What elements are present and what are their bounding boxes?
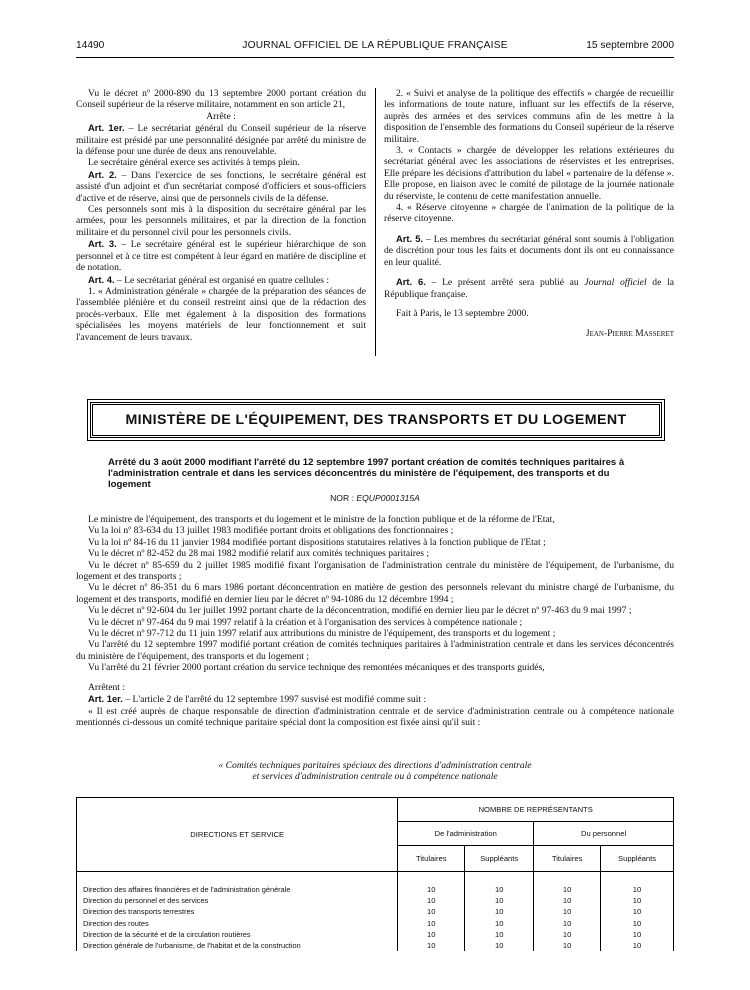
cell-value: 10	[465, 906, 534, 917]
cell-value: 10	[398, 895, 465, 906]
article-text: – Dans l'exercice de ses fonctions, le secrétaire général est assisté d'un adjoint et d'un secrétariat composé d'officiers et sous-officiers d'active et de réserve, ainsi que de personnels civils de la défense.	[76, 169, 366, 204]
page-header	[76, 40, 674, 54]
article-2-paragraph: Ces personnels sont mis à la disposition du secrétaire général par les armées, pour les personnels militaires, et par la direction de la fonction militaire et du personnel civil pour les personnels civils.	[76, 204, 366, 238]
cell-value: 10	[601, 906, 674, 917]
cell-value: 10	[534, 918, 601, 929]
cell-value: 10	[601, 895, 674, 906]
article-4-item-1: 1. « Administration générale » chargée de la préparation des séances de l'assemblée plénière et du conseil restreint ainsi que de la rédaction des procès-verbaux. Elle met également à la disposition des formations spécialisées les moyens matériels de leur fonctionnement et suit l'avancement de leurs travaux.	[76, 285, 366, 343]
vu-line: Vu le décret nº 97-464 du 9 mai 1997 relatif à la création et à l'organisation des services à compétence nationale ;	[88, 616, 523, 628]
article-2	[76, 169, 366, 204]
nor-value: EQUP0001315A	[356, 493, 420, 503]
header-directions: DIRECTIONS ET SERVICE	[77, 798, 398, 872]
cell-value: 10	[465, 929, 534, 940]
cell-value: 10	[398, 872, 465, 896]
row-label: Direction des routes	[77, 918, 398, 929]
cell-value: 10	[601, 918, 674, 929]
table-row	[77, 940, 674, 951]
article-4	[76, 274, 366, 286]
cell-value: 10	[465, 918, 534, 929]
article-4-item-3: 3. « Contacts » chargée de développer les relations extérieures du secrétariat général avec les associations de réservistes et les entreprises. Elle prépare les décisions d'attribution du label « partenaire de la défense ». Elle propose, en liaison avec le comité de pilotage de la journée nationale du réserviste, le contenu de cette manifestation annuelle.	[384, 145, 674, 202]
table-row	[77, 906, 674, 917]
vu-line: Vu le décret nº 92-604 du 1er juillet 1992 portant charte de la déconcentration, modifié en dernier lieu par le décret nº 97-463 du 9 mai 1997 ;	[88, 605, 632, 617]
cell-value: 10	[534, 929, 601, 940]
article-label: Art. 2.	[88, 168, 117, 180]
column-separator	[375, 88, 376, 356]
representatives-table	[76, 797, 674, 951]
cell-value: 10	[534, 895, 601, 906]
arretent-heading: Arrêtent :	[88, 681, 126, 693]
header-titulaires: Titulaires	[534, 846, 601, 872]
cell-value: 10	[465, 872, 534, 896]
cell-value: 10	[398, 906, 465, 917]
row-label: Direction des affaires financières et de l'administration générale	[77, 872, 398, 896]
article-label: Art. 3.	[88, 238, 117, 250]
vu-line: Vu le décret nº 97-712 du 11 juin 1997 relatif aux attributions du ministre de l'équipement, des transports et du logement ;	[88, 628, 556, 640]
right-column	[384, 88, 674, 340]
header-suppleants: Suppléants	[465, 846, 534, 872]
article-4-item-2: 2. « Suivi et analyse de la politique des effectifs » chargée de recueillir les informations de toute nature, influant sur les effectifs de la réserve, auprès des armées et des services communs afin de les mettre à la disposition de l'ensemble des formations du Conseil supérieur de la réserve militaire.	[384, 88, 674, 145]
journal-name: Journal officiel	[584, 277, 647, 289]
row-label: Direction générale de l'urbanisme, de l'habitat et de la construction	[77, 940, 398, 951]
article-label: Art. 5.	[396, 232, 424, 244]
arrete-heading: Arrête :	[206, 110, 236, 122]
issue-date: 15 septembre 2000	[586, 40, 674, 51]
row-label: Direction de la sécurité et de la circulation routières	[77, 929, 398, 940]
cell-value: 10	[398, 940, 465, 951]
nor-reference	[0, 493, 750, 504]
journal-title: JOURNAL OFFICIEL DE LA RÉPUBLIQUE FRANÇAISE	[242, 40, 508, 51]
vu-line: Vu le décret nº 82-452 du 28 mai 1982 modifié relatif aux comités techniques paritaires ;	[88, 548, 430, 560]
arrete-title: Arrêté du 3 août 2000 modifiant l'arrêté du 12 septembre 1997 portant création de comités techniques paritaires à l'administration centrale et dans les services déconcentrés du ministère de l'équipement, des transports et du logement	[108, 457, 625, 490]
article-text: – Le secrétariat général du Conseil supérieur de la réserve militaire est présidé par une personnalité désignée par arrêté du ministre de la défense pour une durée de deux ans renouvelable.	[76, 123, 366, 158]
vu-paragraph: Vu le décret nº 2000-890 du 13 septembre 2000 portant création du Conseil supérieur de la réserve militaire, notamment en son article 21,	[76, 88, 366, 111]
article-text: – Les membres du secrétariat général sont soumis à l'obligation de discrétion pour tous les faits et documents dont ils ont eu connaissance en leur qualité.	[384, 233, 674, 268]
signature: Jean-Pierre Masseret	[585, 328, 674, 340]
table-row	[77, 895, 674, 906]
vu-line: Vu l'arrêté du 21 février 2000 portant création du service technique des remontées mécaniques et des transports guidés,	[88, 662, 545, 674]
nor-label: NOR :	[330, 493, 357, 503]
article-label: Art. 1er.	[88, 693, 123, 705]
header-rule	[76, 57, 674, 58]
quote-paragraph: « Il est créé auprès de chaque responsable de direction d'administration centrale et de service d'administration centrale ou à compétence nationale mentionnés ci-dessous un comité technique paritaire spécial dont la composition est fixée ainsi qu'il suit :	[76, 705, 674, 728]
table-row	[77, 918, 674, 929]
page-number: 14490	[76, 40, 105, 51]
table-title-line: « Comités techniques paritaires spéciaux des directions d'administration centrale	[218, 760, 532, 771]
header-personnel: Du personnel	[534, 822, 674, 846]
cell-value: 10	[465, 940, 534, 951]
table-row	[77, 929, 674, 940]
article-label: Art. 1er.	[88, 122, 125, 134]
row-label: Direction du personnel et des services	[77, 895, 398, 906]
ministry-banner: MINISTÈRE DE L'ÉQUIPEMENT, DES TRANSPORTS ET DU LOGEMENT	[90, 402, 662, 438]
article-text: – Le secrétariat général est organisé en quatre cellules :	[114, 274, 330, 286]
article-text: – Le secrétaire général est le supérieur hiérarchique de son personnel et à ce titre est compétent à leur égard en matière de discipline et de notation.	[76, 239, 366, 274]
article-label: Art. 6.	[396, 276, 426, 288]
vu-line: Vu l'arrêté du 12 septembre 1997 modifié portant création de comités techniques paritaires à l'administration centrale et dans les services déconcentrés du ministère de l'équipement, des transports et du logement ;	[76, 639, 674, 662]
header-titulaires: Titulaires	[398, 846, 465, 872]
vu-line: Vu la loi nº 84-16 du 11 janvier 1984 modifiée portant dispositions statutaires relatives à la fonction publique de l'Etat ;	[88, 536, 546, 548]
header-suppleants: Suppléants	[601, 846, 674, 872]
vu-line: Vu la loi nº 83-634 du 13 juillet 1983 modifiée portant droits et obligations des fonctionnaires ;	[88, 525, 454, 537]
fait-a-paris: Fait à Paris, le 13 septembre 2000.	[396, 307, 529, 319]
article-6	[384, 276, 674, 300]
article-text: – L'article 2 de l'arrêté du 12 septembre 1997 susvisé est modifié comme suit :	[122, 694, 427, 706]
article-4-item-4: 4. « Réserve citoyenne » chargée de l'animation de la politique de la réserve citoyenne.	[384, 202, 674, 225]
header-nombre: NOMBRE DE REPRÉSENTANTS	[398, 798, 674, 822]
cell-value: 10	[465, 895, 534, 906]
table-title-line: et services d'administration centrale ou à compétence nationale	[252, 771, 498, 782]
article-3	[76, 238, 366, 273]
cell-value: 10	[534, 872, 601, 896]
article-1-modif	[76, 693, 674, 705]
row-label: Direction des transports terrestres	[77, 906, 398, 917]
cell-value: 10	[398, 918, 465, 929]
cell-value: 10	[534, 940, 601, 951]
left-column	[76, 88, 366, 343]
cell-value: 10	[534, 906, 601, 917]
cell-value: 10	[601, 929, 674, 940]
cell-value: 10	[601, 872, 674, 896]
table-row	[77, 872, 674, 896]
article-text: – Le présent arrêté sera publié au	[425, 277, 585, 289]
cell-value: 10	[601, 940, 674, 951]
cell-value: 10	[398, 929, 465, 940]
vu-line: Vu le décret nº 85-659 du 2 juillet 1985 modifié fixant l'organisation de l'administration centrale du ministère de l'équipement, de l'urbanisme, du logement et des transports ;	[76, 559, 674, 583]
table-title	[0, 760, 750, 782]
article-label: Art. 4.	[88, 273, 115, 285]
intro-paragraph: Le ministre de l'équipement, des transports et du logement et le ministre de la fonction publique et de la réforme de l'Etat,	[88, 514, 555, 525]
article-5	[384, 233, 674, 268]
article-1-paragraph: Le secrétaire général exerce ses activités à temps plein.	[88, 157, 300, 169]
article-text: de la République française.	[384, 277, 674, 300]
header-administration: De l'administration	[398, 822, 534, 846]
article-1	[76, 122, 366, 157]
arrete-body	[76, 514, 674, 728]
vu-line: Vu le décret nº 86-351 du 6 mars 1986 portant déconcentration en matière de gestion des personnels relevant du ministre chargé de l'urbanisme, du logement et des transports, modifié en dernier lieu par le décret nº 94-1086 du 12 décembre 1994 ;	[76, 582, 674, 605]
